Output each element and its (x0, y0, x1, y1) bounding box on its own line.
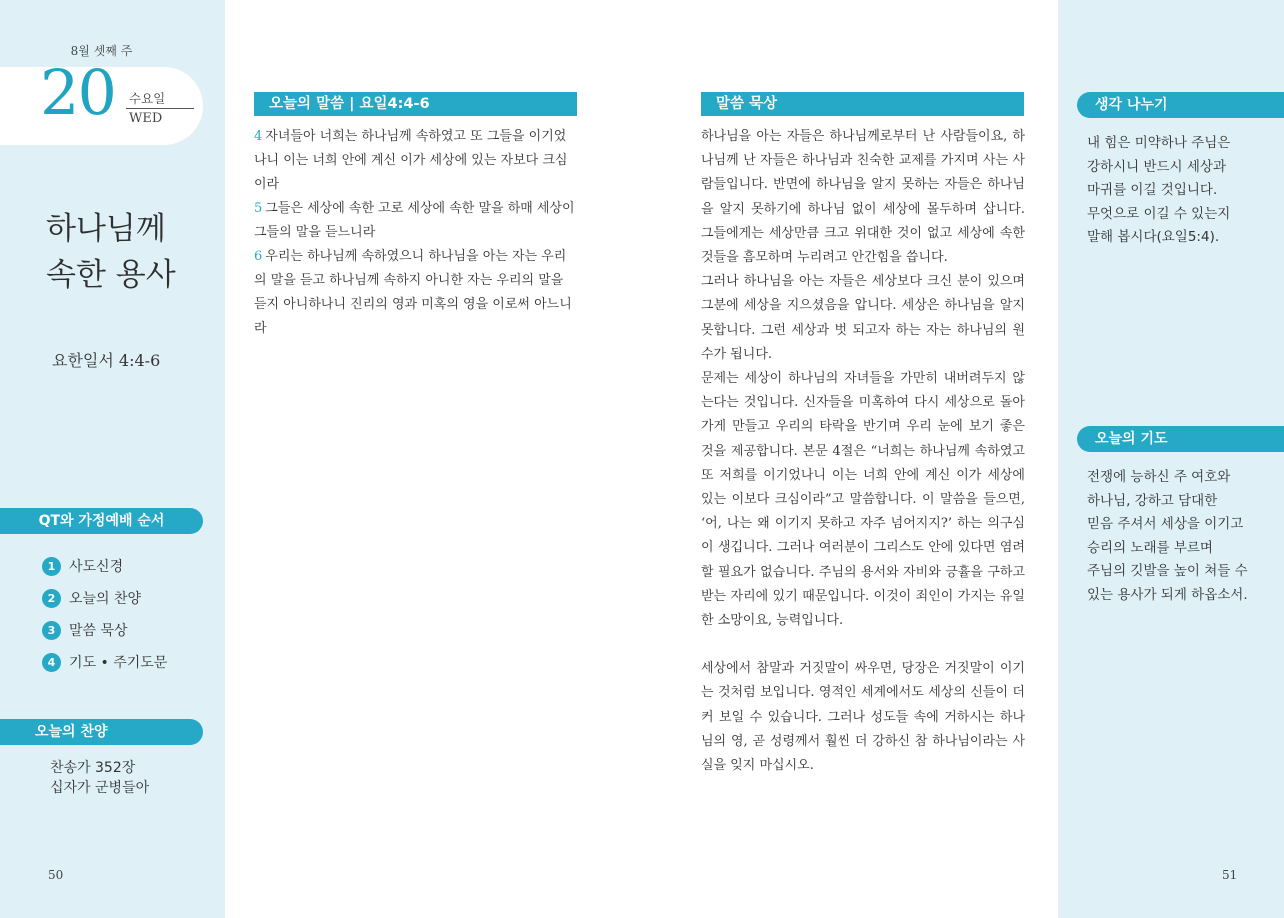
verse-number: 6 (254, 249, 263, 264)
weekday-english: WED (129, 111, 163, 126)
order-item (42, 588, 141, 608)
order-item-label: 기도 • 주기도문 (69, 655, 168, 671)
hymn-number: 찬송가 352장 (50, 760, 136, 776)
prayer-line: 하나님, 강하고 담대한 (1087, 492, 1218, 509)
prayer-heading: 오늘의 기도 (1077, 426, 1284, 452)
prayer-line: 믿음 주셔서 세상을 이기고 (1087, 516, 1244, 532)
share-line: 무엇으로 이길 수 있는지 (1087, 205, 1231, 222)
weekday-korean: 수요일 (129, 91, 166, 106)
order-item (42, 556, 123, 576)
order-number-badge: 1 (42, 557, 61, 576)
share-line: 내 힘은 미약하나 주님은 (1087, 135, 1231, 151)
share-line: 마귀를 이길 것입니다. (1087, 182, 1218, 198)
share-text (1087, 132, 1267, 250)
verse-text: 자녀들아 너희는 하나님께 속하였고 또 그들을 이기었나니 이는 너희 안에 계신 이가 세상에 있는 자보다 크심이라 (254, 129, 568, 192)
meditation-paragraph: 문제는 세상이 하나님의 자녀들을 가만히 내버려두지 않는다는 것입니다. 신자들을 미혹하여 다시 세상으로 돌아가게 만들고 우리의 타락을 반기며 우리 눈에 보기 좋은 것을 제공합니다. 본문 4절은 “너희는 하나님께 속하였고 또 저희를 이기었나니 이는 너희 안에 계신 이가 세상에 있는 이보다 크심이라”고 말씀합니다. 이 말씀을 들으면, ‘어, 나는 왜 이기지 못하고 자주 넘어지지?’ 하는 의구심이 생깁니다. 그러나 여러분이 그리스도 안에 있다면 염려할 필요가 없습니다. 주님의 용서와 자비와 긍휼을 구하고 받는 자리에 있기 때문입니다. 이것이 죄인이 가지는 유일한 소망이요, 능력입니다. (701, 371, 1025, 629)
verse-number: 4 (254, 129, 263, 144)
hymn-heading: 오늘의 찬양 (0, 719, 203, 745)
week-label: 8월 셋째 주 (70, 44, 133, 58)
order-item-label: 오늘의 찬양 (69, 591, 142, 607)
day-number: 20 (40, 56, 115, 129)
title-line-1: 하나님께 (46, 211, 166, 247)
order-number-badge: 3 (42, 621, 61, 640)
share-heading: 생각 나누기 (1077, 92, 1284, 118)
verse (254, 245, 578, 341)
verse-number: 5 (254, 201, 263, 216)
meditation-paragraph: 세상에서 참말과 거짓말이 싸우면, 당장은 거짓말이 이기는 것처럼 보입니다. 영적인 세계에서도 세상의 신들이 더 커 보일 수 있습니다. 그러나 성도들 속에 거하시는 하나님의 영, 곧 성령께서 훨씬 더 강하신 참 하나님이라는 사실을 잊지 마십시오. (701, 661, 1025, 774)
page-number-left: 50 (48, 868, 64, 882)
page-title (46, 206, 176, 298)
order-item (42, 620, 128, 640)
prayer-line: 전쟁에 능하신 주 여호와 (1087, 469, 1231, 485)
weekday-divider (126, 108, 194, 109)
prayer-text (1087, 466, 1267, 607)
verse-text: 우리는 하나님께 속하였으니 하나님을 아는 자는 우리의 말을 듣고 하나님께 속하지 아니한 자는 우리의 말을 듣지 아니하나니 진리의 영과 미혹의 영을 이로써 아느니라 (254, 249, 572, 336)
meditation-text (701, 125, 1025, 778)
order-number-badge: 4 (42, 653, 61, 672)
prayer-line: 주님의 깃발을 높이 쳐들 수 (1087, 563, 1248, 579)
page-number-right: 51 (1222, 868, 1238, 882)
meditation-paragraph: 하나님을 아는 자들은 하나님께로부터 난 사람들이요, 하나님께 난 자들은 하나님과 친숙한 교제를 가지며 사는 사람들입니다. 반면에 하나님을 알지 못하는 자들은 하나님을 알지 못하기에 하나님 없이 세상에 몰두하며 삽니다. 그들에게는 세상만큼 크고 위대한 것이 없고 세상에 속한 것들을 흠모하며 누리려고 안간힘을 씁니다. (701, 129, 1025, 266)
order-number-badge: 2 (42, 589, 61, 608)
verse (254, 197, 578, 245)
verse (254, 125, 578, 197)
prayer-line: 승리의 노래를 부르며 (1087, 539, 1213, 556)
meditation-paragraph: 그러나 하나님을 아는 자들은 세상보다 크신 분이 있으며 그분에 세상을 지으셨음을 압니다. 세상은 하나님을 알지 못합니다. 그런 세상과 벗 되고자 하는 자는 하나님의 원수가 됩니다. (701, 274, 1025, 362)
meditation-heading: 말씀 묵상 (701, 92, 1024, 116)
word-heading: 오늘의 말씀 | 요일4:4-6 (254, 92, 577, 116)
order-item-label: 말씀 묵상 (69, 623, 128, 639)
scripture-reference: 요한일서 4:4-6 (52, 351, 161, 370)
order-heading: QT와 가정예배 순서 (0, 508, 203, 534)
order-item (42, 652, 167, 672)
prayer-line: 있는 용사가 되게 하옵소서. (1087, 586, 1248, 603)
title-line-2: 속한 용사 (46, 257, 176, 293)
verse-text: 그들은 세상에 속한 고로 세상에 속한 말을 하매 세상이 그들의 말을 듣느니라 (254, 201, 575, 240)
scripture-text (254, 125, 578, 341)
order-item-label: 사도신경 (69, 559, 124, 575)
share-line: 말해 봅시다(요일5:4). (1087, 229, 1220, 245)
share-line: 강하시니 반드시 세상과 (1087, 158, 1226, 175)
hymn-title: 십자가 군병들아 (50, 780, 150, 796)
